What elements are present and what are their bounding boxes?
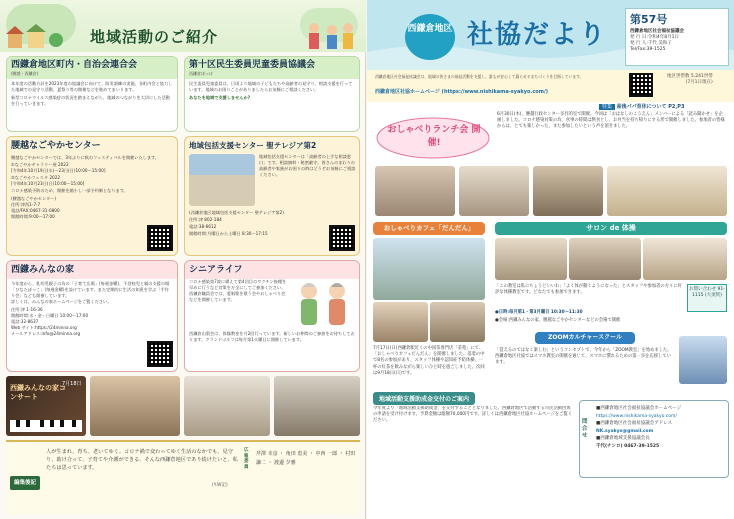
nagoyaka-center-box bbox=[6, 136, 178, 256]
right-page bbox=[367, 0, 734, 519]
contact-email[interactable]: NK.syakyo@gmail.com bbox=[596, 428, 654, 434]
event-name: ②なごやかフェスタ 2022 bbox=[11, 175, 61, 180]
contact-label: (西鎌倉地区地域包括支援センター 聖テレジア第2) bbox=[189, 210, 284, 215]
concert-poster bbox=[6, 376, 86, 436]
qr-code[interactable] bbox=[147, 225, 173, 251]
saron-title: サロン de 体操 bbox=[495, 222, 727, 235]
saron-schedule: ●日時:毎月第1・第3月曜日 10:30〜11:30 bbox=[495, 310, 583, 315]
district-badge: 西鎌倉地区 bbox=[405, 14, 455, 60]
box-title: 腰越なごやかセンター bbox=[11, 141, 101, 151]
box-subtitle: 西鎌倉ぼっけ bbox=[189, 71, 213, 76]
editorial-footer bbox=[6, 440, 360, 514]
qr-code[interactable] bbox=[629, 73, 653, 97]
address: 住所:津 1-16-36 bbox=[11, 307, 43, 312]
address: 住所:津西1-7-7 bbox=[11, 202, 41, 207]
people-illustration bbox=[300, 18, 360, 52]
lunch-photo bbox=[533, 166, 603, 216]
box-text: 民生委員児童委員は、日頃より地域の子どもたちや高齢者の見守り、相談支援を行っています。地域のお困りごとがありましたらお気軽にご相談ください。 bbox=[189, 80, 353, 92]
grant-title: 地域活動支援助成金交付のご案内 bbox=[373, 392, 475, 405]
strip-note: 西鎌倉地区社会福祉協議会は、地域の皆さまの福祉活動を支援し、誰もが安心して暮らせるまちづくりを目指しています。 bbox=[375, 74, 584, 79]
saron-text: 「この教室は私にちょうどいいわ」「よく体が動くようになった」とスタッフや参加者の方々に好評な体操教室です。どなたでも参加できます。 bbox=[495, 284, 682, 296]
bento-photo bbox=[607, 166, 727, 216]
activity-photo bbox=[274, 376, 360, 436]
contact-person: 千代(チシロ) 0467-39-1525 bbox=[596, 443, 660, 449]
minna-no-ie-box bbox=[6, 260, 178, 372]
neighborhood-association-box bbox=[6, 56, 178, 132]
lunch-photo bbox=[459, 166, 529, 216]
members-list: 芹澤 幸彦 ・ 角田 恵美 ・ 中西 一郎 ・ 村田 謙二 ・ 渡邊 夕雅 bbox=[256, 451, 356, 466]
contact-label: (腰越なごやかセンター) bbox=[11, 196, 56, 201]
zoom-title: ZOOMカルチャースクール bbox=[535, 332, 635, 344]
event-date: [令和4年10月23日(日)10:00〜15:00] bbox=[11, 181, 85, 186]
feature-label: 特集 bbox=[599, 104, 615, 110]
box-text: コロナ感染予防のため、開催を縮小し一部予約制となります。 bbox=[11, 188, 128, 193]
seniors-illustration bbox=[293, 279, 357, 329]
tel: 電話:38-6612 bbox=[189, 224, 217, 229]
households-info bbox=[667, 74, 713, 86]
hours: 開館時間:月曜日から土曜日 8:30〜17:15 bbox=[189, 231, 268, 236]
issue-number: 第57号 bbox=[630, 13, 668, 26]
box-text: あなたを地域で支援しませんか? bbox=[189, 94, 251, 100]
building-photo bbox=[189, 154, 255, 206]
left-page-title: 地域活動のご紹介 bbox=[90, 28, 219, 46]
senior-life-box bbox=[184, 260, 360, 372]
editorial-signature: (Y.W記) bbox=[212, 483, 228, 488]
publish-date: 発 行 日:令和4年8月1日 bbox=[630, 35, 679, 40]
masthead bbox=[367, 0, 734, 70]
editor: 発 行 人:千代 美和子 bbox=[630, 41, 672, 46]
cafe-text: 7月17日(日)西鎌倉駅近くの中国茶専門店「茶苑」にて、「おしゃべりカフェだんだん」を開催しました。落着の中で8名の参加があり、スタッフ体操や認知症予防体操、一杯の紅茶を飲みながら楽しいひと時を過ごしました。次回は9月18日(日)です。 bbox=[373, 346, 485, 376]
email[interactable]: メールアドレス:info@24minna.org bbox=[11, 331, 81, 336]
cafe-photo bbox=[430, 302, 485, 342]
editorial-label: 編集後記 bbox=[10, 476, 40, 490]
contact-url[interactable]: https://www.nishikama-syakyo.com/ bbox=[596, 413, 677, 419]
lunch-heading bbox=[373, 114, 493, 164]
town-illustration bbox=[4, 22, 64, 52]
qr-code[interactable] bbox=[329, 225, 355, 251]
address: 住所:津 802-184 bbox=[189, 217, 222, 222]
lunch-text: 6月30日(木)、腰越行政センター多目的室で開催。今回は「おはなしのこうえん」メンバーによる「読み聞かせ」を企画しました。コロナ感染対策の為、食事の時間は黙食とし、お弁当を持ち帰りにする形で開催しました。参加者の皆様からは、とても楽しかった、また参加したいという声を頂きました。 bbox=[497, 112, 725, 130]
box-text: コロナ感染第7波に備えて第4回目のワクチン接種を早めに行うなど対策を万全にしてご参加ください。西鎌倉職員会では、愛唱歌を歌う会やおしゃべり会などを開催しています。 bbox=[189, 279, 287, 302]
cafe-title: おしゃべりカフェ「だんだん」 bbox=[373, 222, 485, 235]
box-text: 西鎌倉山梨会は、体操教室を月2回行っています。新しいお仲間のご参加をお待ちしております。グランドゴルフは毎月第1火曜日に開催しています。 bbox=[189, 331, 355, 342]
tel: 電話/FAX:0467-31-0800 bbox=[11, 208, 60, 213]
saron-place: ●会場:西鎌みんなの家、腰越なごやかセンターなどの会場で開催 bbox=[495, 318, 621, 323]
households-count: 地区世帯数 5,241世帯 bbox=[667, 74, 713, 79]
contact-item: ■西鎌倉地区社会福祉協議会ホームページ bbox=[596, 406, 682, 411]
grant-text: 今年度より「地域活動支援助成金」を交付することとなりました。西鎌倉地区で活動する市民活動団体の申請を受け付けます。予算金額は総額70,000円です。詳しくは西鎌倉地区社協ホームページをご覧ください。 bbox=[373, 406, 573, 424]
box-text: 本年度の活動方針を2023年度の協議会に向けて、防災訓練の実施、各町内会と協力した地域での見守り活動、夏祭り等の開催などを進めてまいります。 bbox=[11, 80, 173, 92]
issue-info bbox=[625, 8, 729, 66]
cafe-photo bbox=[373, 302, 428, 342]
box-text: 腰越なごやかセンターでは、3年ぶりに秋のフェスティバルを開催いたします。 bbox=[11, 155, 160, 160]
editorial-text: 人が生まれ、育ち、老いてゆく。コロナ禍で変わってゆく生活のなかでも、見守り、助け合って、子育てや介護ができる、そんな西鎌倉地区であり続けたいと、私たちは思っています。 bbox=[46, 449, 238, 471]
box-text: 地域包括支援センターは「高齢者の上手な相談窓口」です。相談無料・秘密厳守。皆さんのまわりの高齢者や家族がお困りの時はどうぞお気軽にご相談ください。 bbox=[259, 154, 356, 177]
box-subtitle: (腰越・西鎌倉) bbox=[11, 71, 39, 76]
exercise-photo bbox=[569, 238, 641, 280]
event-name: ①なごやかギャラリー展 2022 bbox=[11, 162, 69, 167]
box-title: 西鎌倉地区町内・自治会連合会 bbox=[11, 60, 138, 70]
box-text: 今年度から、乳幼児親子の為の「子育て広場」(毎週金曜)、不登校児と親の支援の場「ひなたぼっこ」(毎週金曜)を設けています。また定期的に生活の知恵を学ぶ「手作り会」なども開催しています。 bbox=[11, 281, 170, 298]
box-title: シニアライフ bbox=[185, 261, 359, 279]
box-title: 第十区民生委員児童委員協議会 bbox=[189, 60, 316, 70]
zoom-photo bbox=[679, 336, 727, 384]
lunch-photo bbox=[375, 166, 455, 216]
exercise-photo bbox=[495, 238, 567, 280]
homepage-url: (https://www.nishikama-syakyo.com/) bbox=[441, 89, 549, 95]
publisher: 西鎌倉地区社会福祉協議会 bbox=[630, 29, 684, 34]
hours: 開館時間:9:00〜17:00 bbox=[11, 214, 55, 219]
welfare-commissioners-box bbox=[184, 56, 360, 132]
concert-title: 西鎌みんなの家コンサート bbox=[10, 384, 66, 401]
feature-text: 産後パパ育休について P2,P3 bbox=[616, 104, 685, 110]
box-text: 新型コロナウイルス感染症の状況を踏まえながら、地域のつながりを大切にした活動を行っていきます。 bbox=[11, 94, 170, 106]
members-label: 広報委員 bbox=[244, 448, 249, 470]
contact-label: 問合せ bbox=[582, 419, 588, 439]
hours: 開館時間:水・金・日曜日 10:00〜17:00 bbox=[11, 313, 89, 318]
newsletter-title: 社協だより bbox=[467, 20, 608, 50]
support-center-box bbox=[184, 136, 360, 256]
tel-fax: Tel/Fax:39-1525 bbox=[630, 47, 666, 52]
qr-code[interactable] bbox=[147, 341, 173, 367]
cafe-photo bbox=[373, 238, 485, 300]
box-title: 西鎌みんなの家 bbox=[7, 261, 177, 279]
contact-item: ■西鎌倉地域支援協議会長 bbox=[596, 436, 650, 441]
box-title: 地域包括支援センター 聖テレジア第2 bbox=[189, 141, 317, 150]
homepage-link[interactable] bbox=[375, 88, 548, 95]
lunch-title: おしゃべりランチ会 開催! bbox=[387, 125, 481, 148]
concert-date: 7月18日 bbox=[62, 381, 82, 387]
zoom-text: 「覚えるのではなく楽しむ」というコンセプトで、今年から「ZOOM教室」を始めました。西鎌倉地区社協ではスマホ教室の開催を通じて、スマホに慣れるための第一歩を応援しています。 bbox=[495, 348, 672, 366]
info-strip bbox=[367, 70, 734, 102]
box-text: 詳しくは、みんなの家ホームページをご覧ください。 bbox=[11, 299, 112, 304]
left-header bbox=[0, 0, 366, 52]
saron-contact: お問い合わせ 91-1115 (大須賀) bbox=[687, 284, 727, 312]
contact-list bbox=[596, 405, 726, 450]
tel: 電話:32-8637 bbox=[11, 319, 39, 324]
concert-photo bbox=[90, 376, 180, 436]
exercise-photo bbox=[643, 238, 727, 280]
activity-photo bbox=[184, 376, 270, 436]
households-date: (7月1日現在) bbox=[685, 80, 713, 85]
contact-item: ■西鎌倉地区社会福祉協議会アドレス bbox=[596, 421, 673, 426]
website[interactable]: Web サイト:https://24minna.org bbox=[11, 325, 77, 330]
left-page bbox=[0, 0, 366, 519]
event-date: [令和4年10月19日(水)〜23日(日)10:00〜15:00] bbox=[11, 168, 106, 173]
homepage-label: 西鎌倉地区社協ホームページ bbox=[375, 89, 440, 95]
contact-box bbox=[579, 400, 729, 478]
feature-banner bbox=[599, 103, 684, 110]
